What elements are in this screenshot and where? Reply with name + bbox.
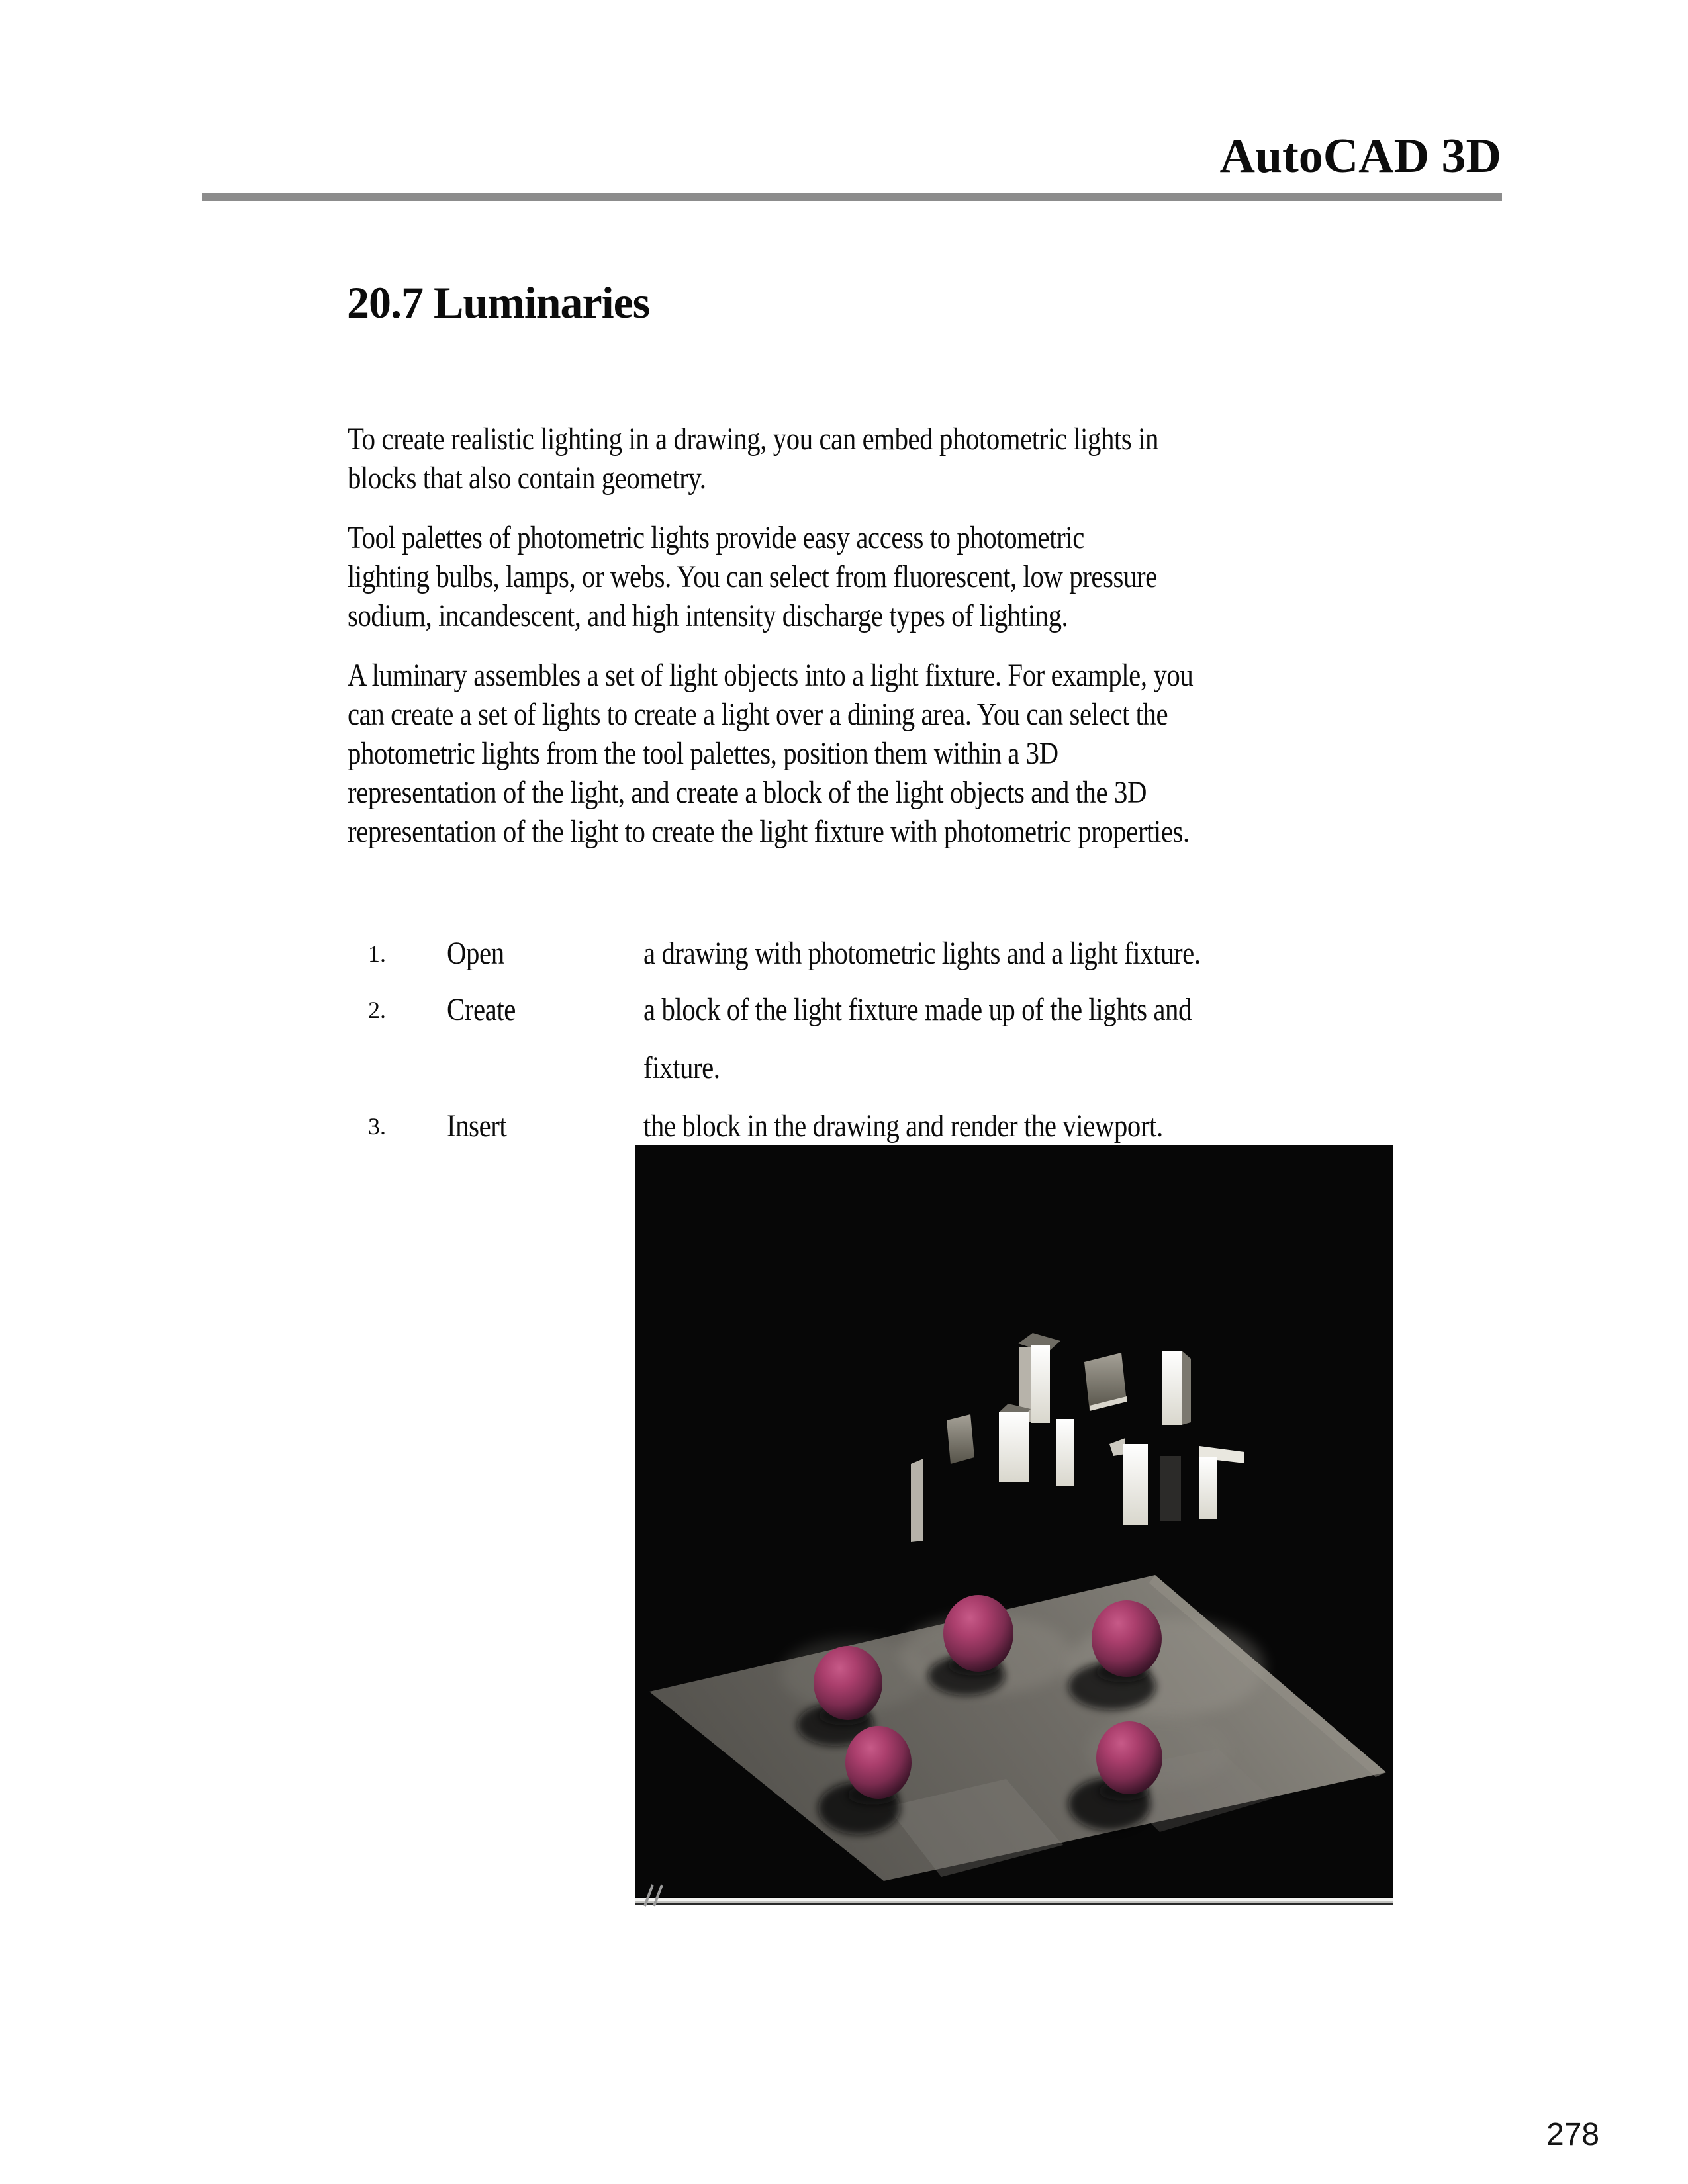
step-verb: Insert — [447, 1109, 507, 1144]
render-svg — [635, 1145, 1393, 1907]
body-paragraphs — [348, 420, 1342, 872]
step-description-line: fixture. — [643, 1050, 720, 1085]
step-description-line: a block of the light fixture made up of the lights and — [643, 992, 1192, 1027]
luminary-panel — [1123, 1444, 1148, 1525]
paragraph-line: To create realistic lighting in a drawing, you can embed photometric lights in — [348, 422, 1159, 457]
luminary-panel — [1162, 1351, 1182, 1425]
luminary-panel — [1182, 1351, 1191, 1425]
header-rule-divider — [202, 193, 1502, 201]
step-verb: Create — [447, 992, 516, 1027]
paragraph — [348, 518, 1342, 635]
paragraph-line: Tool palettes of photometric lights provide easy access to photometric — [348, 520, 1084, 555]
paragraph-line: photometric lights from the tool palettes, position them within a 3D — [348, 736, 1058, 771]
paragraph-line: sodium, incandescent, and high intensity discharge types of lighting. — [348, 598, 1068, 633]
sphere — [1096, 1721, 1162, 1794]
section-title: 20.7 Luminaries — [347, 277, 650, 328]
paragraph-line: can create a set of lights to create a light over a dining area. You can select the — [348, 697, 1168, 732]
luminary-panel — [1160, 1456, 1181, 1521]
sphere — [1092, 1600, 1162, 1677]
step-number: 2. — [368, 997, 386, 1023]
paragraph-line: A luminary assembles a set of light objects into a light fixture. For example, you — [348, 658, 1194, 693]
step-number: 1. — [368, 940, 386, 967]
header-title: AutoCAD 3D — [1219, 129, 1501, 183]
paragraph — [348, 420, 1342, 498]
luminary-panel — [911, 1459, 923, 1542]
page-number: 278 — [1546, 2117, 1600, 2152]
step-number: 3. — [368, 1113, 386, 1140]
sphere — [814, 1646, 882, 1720]
paragraph — [348, 656, 1342, 851]
step-verb: Open — [447, 936, 504, 971]
paragraph-line: representation of the light to create the light fixture with photometric properties. — [348, 814, 1190, 849]
step-description — [643, 991, 1288, 1107]
paragraph-line: blocks that also contain geometry. — [348, 461, 706, 496]
luminary-panel — [1199, 1457, 1217, 1519]
step-description-line: a drawing with photometric lights and a light fixture. — [643, 936, 1201, 971]
luminary-panel — [1031, 1345, 1050, 1423]
luminary-panel — [947, 1414, 974, 1464]
figure-rendered-viewport — [635, 1145, 1393, 1907]
luminary-panel — [999, 1412, 1029, 1482]
step-description-line: the block in the drawing and render the viewport. — [643, 1109, 1163, 1144]
paragraph-line: representation of the light, and create a block of the light objects and the 3D — [348, 775, 1147, 810]
sphere — [845, 1726, 912, 1799]
luminary-panel — [1056, 1419, 1074, 1486]
step-description — [643, 934, 1299, 993]
paragraph-line: lighting bulbs, lamps, or webs. You can select from fluorescent, low pressure — [348, 559, 1157, 594]
sphere — [943, 1595, 1013, 1672]
